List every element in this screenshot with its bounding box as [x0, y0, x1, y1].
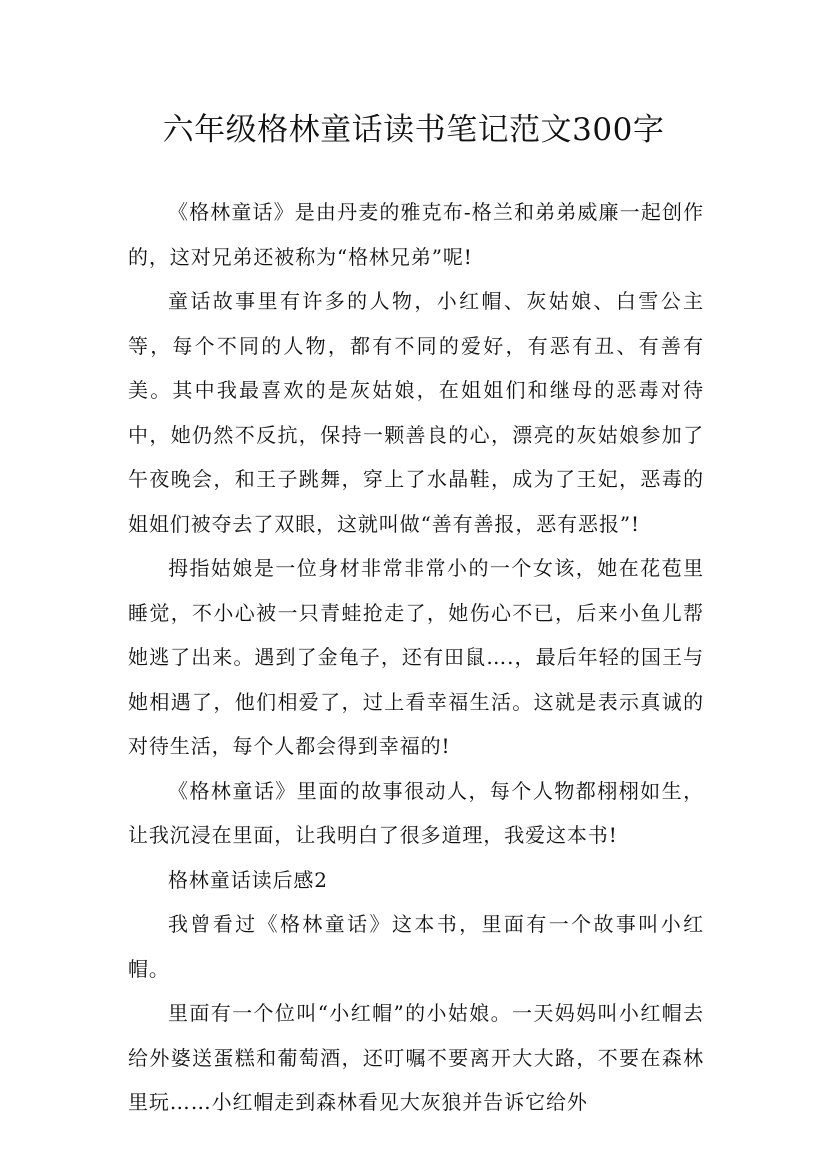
document-title: 六年级格林童话读书笔记范文300字 — [162, 112, 665, 148]
paragraph: 里面有一个位叫“小红帽”的小姑娘。一天妈妈叫小红帽去给外婆送蛋糕和葡萄酒，还叮嘱不要离开大大路，不要在森林里玩……小红帽走到森林看见大灰狼并告诉它给外 — [128, 1001, 704, 1114]
paragraph: 童话故事里有许多的人物，小红帽、灰姑娘、白雪公主等，每个不同的人物，都有不同的爱好，有恶有丑、有善有美。其中我最喜欢的是灰姑娘，在姐姐们和继母的恶毒对待中，她仍然不反抗，保持一颗善良的心，漂亮的灰姑娘参加了午夜晚会，和王子跳舞，穿上了水晶鞋，成为了王妃，恶毒的姐姐们被夺去了双眼，这就叫做“善有善报，恶有恶报”! — [128, 289, 704, 536]
paragraph: 我曾看过《格林童话》这本书，里面有一个故事叫小红帽。 — [128, 912, 704, 981]
paragraph: 拇指姑娘是一位身材非常非常小的一个女该，她在花苞里睡觉，不小心被一只青蛙抢走了，她伤心不已，后来小鱼儿帮她逃了出来。遇到了金龟子，还有田鼠….，最后年轻的国王与她相遇了，他们相爱了，过上看幸福生活。这就是表示真诚的对待生活，每个人都会得到幸福的! — [128, 556, 704, 758]
document-body — [128, 190, 704, 1125]
section-heading: 格林童话读后感2 — [168, 867, 328, 892]
paragraph: 《格林童话》里面的故事很动人，每个人物都栩栩如生，让我沉浸在里面，让我明白了很多道理，我爱这本书! — [128, 778, 704, 847]
paragraph: 《格林童话》是由丹麦的雅克布-格兰和弟弟威廉一起创作的，这对兄弟还被称为“格林兄弟”呢! — [128, 200, 704, 269]
